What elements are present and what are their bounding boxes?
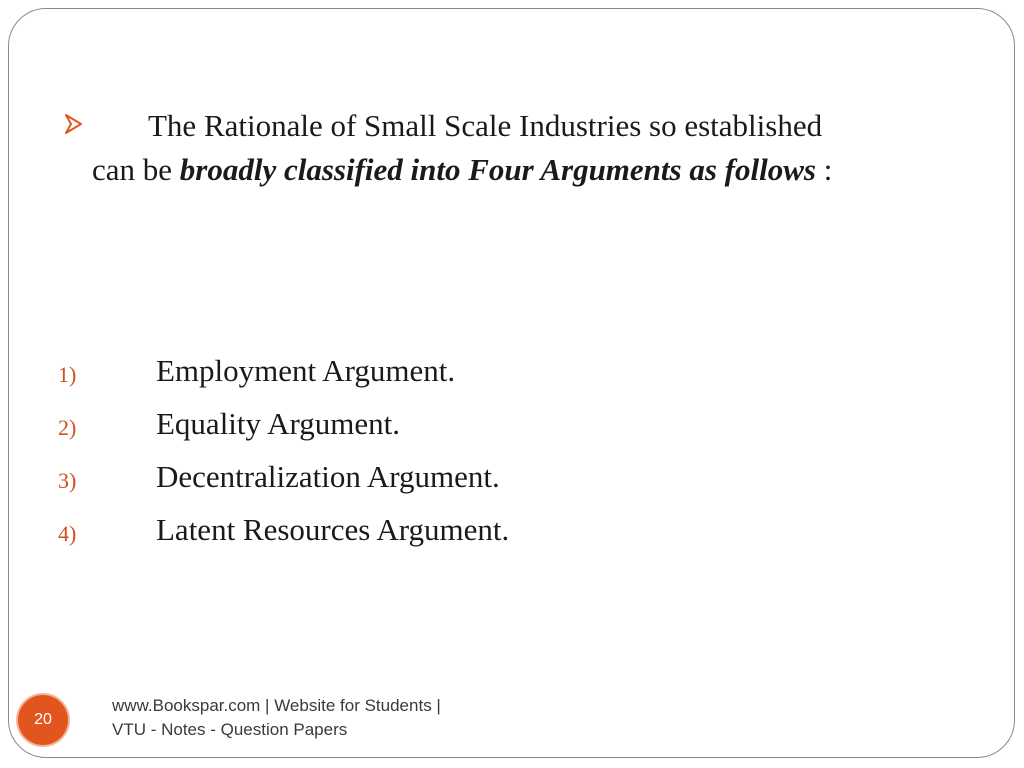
list-item-text: Employment Argument. (156, 353, 456, 388)
footer (112, 694, 441, 742)
page-number: 20 (34, 711, 52, 728)
footer-line-1: www.Bookspar.com | Website for Students | (112, 696, 441, 715)
list-item-number: 4) (58, 521, 77, 546)
intro-emphasis: broadly classified into Four Arguments as follows (179, 152, 816, 187)
list-item-text: Latent Resources Argument. (156, 512, 510, 547)
intro-trail: : (815, 152, 833, 187)
list-item-number: 1) (58, 362, 77, 387)
intro-line-1: The Rationale of Small Scale Industries so established (148, 108, 823, 143)
intro-lead: can be (92, 152, 180, 187)
list-item-number: 2) (58, 415, 77, 440)
list-item-text: Decentralization Argument. (156, 459, 500, 494)
intro-continuation (92, 148, 892, 192)
footer-line-2: VTU - Notes - Question Papers (112, 720, 348, 739)
arrowhead-bullet-icon (64, 114, 82, 134)
list-item-number: 3) (58, 468, 77, 493)
page-number-badge (18, 695, 68, 745)
list-item-text: Equality Argument. (156, 406, 400, 441)
